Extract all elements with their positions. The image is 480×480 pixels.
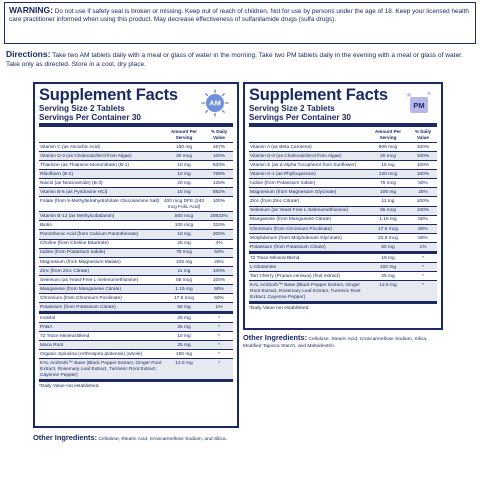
nutrient-name: 72 Trace Mineral Blend	[250, 255, 300, 261]
nutrient-amount: 1.15 mg	[175, 286, 193, 292]
pm-other-label: Other Ingredients:	[243, 333, 308, 342]
table-row	[249, 188, 437, 197]
nutrient-amount: 25 mg	[177, 343, 191, 349]
am-badge-label: AM	[209, 98, 221, 108]
nutrient-name: Vitamin B-12 (as Methylcobalamin)	[40, 214, 115, 220]
nutrient-amount: 17.5 mcg	[174, 295, 194, 301]
nutrient-name: Manganese (from Manganese Citrate)	[250, 217, 332, 223]
nutrient-amount: 100 mg	[380, 264, 396, 270]
nutrient-amount: 10 mg	[177, 333, 191, 339]
nutrient-name: Selenium (as Yeast-Free L-Selenomethionine)	[40, 277, 139, 283]
table-row	[39, 249, 233, 258]
nutrient-dv: 50%	[214, 295, 224, 301]
nutrient-amount: 400 mcg DFE (240 mcg Folic Acid)	[163, 199, 205, 211]
nutrient-name: Vitamin D-3 (as Cholecalciferol from Algae)	[250, 153, 342, 159]
nutrient-amount: 900 mcg	[378, 144, 398, 150]
am-other-ingredients	[33, 433, 473, 443]
nutrient-dv: *	[422, 273, 424, 279]
nutrient-amount: 1.15 mg	[379, 217, 397, 223]
pm-serving-size: Serving Size 2 Tablets	[249, 103, 335, 113]
nutrient-amount: 25 mg	[177, 241, 191, 247]
nutrient-amount: 50 mg	[177, 304, 191, 310]
table-row	[39, 179, 233, 188]
nutrient-name: Tart Cherry (Prunus cerasus) (fruit extract)	[250, 273, 340, 279]
nutrient-dv: 100%	[416, 144, 430, 150]
nutrient-amount: 105 mg	[380, 190, 396, 196]
table-row	[249, 225, 437, 234]
pm-other-ingredients	[243, 333, 443, 350]
table-row	[39, 230, 233, 239]
table-row	[39, 323, 233, 332]
nutrient-dv: 769%	[212, 171, 226, 177]
nutrient-name: Zinc (from Zinc Citrate)	[250, 199, 300, 205]
pm-badge-label: PM	[413, 101, 425, 110]
am-column-header	[39, 127, 233, 143]
am-panel-title: Supplement Facts	[39, 86, 178, 104]
nutrient-name: Organic Spirulina (Arthrospira platensis) (whole)	[40, 352, 143, 358]
nutrient-dv: *	[422, 255, 424, 261]
nutrient-name: Pantothenic Acid (from Calcium Pantothenate)	[40, 232, 139, 238]
nutrient-name: Iodine (from Potassium Iodide)	[40, 250, 106, 256]
nutrient-dv: 1%	[419, 244, 427, 250]
pm-column-header	[249, 127, 437, 143]
directions-label: Directions:	[6, 49, 51, 59]
nutrient-dv: 100%	[212, 268, 226, 274]
am-servings-per-container: Servings Per Container 30	[39, 112, 141, 122]
nutrient-amount: 12.5 mg	[379, 282, 397, 288]
nutrient-amount: 50 mg	[381, 244, 395, 250]
am-dv-note: *Daily Value not established.	[39, 380, 233, 389]
table-row	[249, 143, 437, 152]
nutrient-dv: 100%	[416, 171, 430, 177]
nutrient-amount: 105 mg	[176, 259, 192, 265]
nutrient-amount: 120 mcg	[378, 171, 398, 177]
nutrient-amount: 17.5 mcg	[378, 226, 398, 232]
nutrient-amount: 11 mg	[177, 268, 191, 274]
table-row	[249, 152, 437, 161]
nutrient-name: Selenium (as Yeast-Free L-Selenomethionine)	[250, 208, 349, 214]
nutrient-dv: 20833%	[210, 214, 228, 220]
nutrient-name: Folate (from 5-Methyltetrahydrofolate Glucosamine Salt)	[40, 199, 160, 205]
table-row	[39, 276, 233, 285]
nutrient-dv: 125%	[212, 181, 226, 187]
nutrient-dv: *	[218, 316, 220, 322]
nutrient-dv: 100%	[416, 208, 430, 214]
am-blend-table	[39, 312, 233, 380]
nutrient-amount: 22.5 mcg	[378, 235, 398, 241]
nutrient-name: Inositol	[40, 316, 56, 322]
nutrient-amount: 10 mg	[177, 232, 191, 238]
nutrient-name: Vitamin K-1 (as Phylloquinone)	[250, 171, 316, 177]
nutrient-amount: 55 mcg	[176, 277, 192, 283]
nutrient-dv: *	[218, 333, 220, 339]
nutrient-dv: 100%	[416, 162, 430, 168]
nutrient-dv: 100%	[416, 199, 430, 205]
pm-supplement-facts-panel	[243, 82, 443, 330]
table-row	[39, 350, 233, 359]
nutrient-name: Choline (from Choline Bitartrate)	[40, 241, 109, 247]
nutrient-dv: 25%	[418, 190, 428, 196]
nutrient-dv: 833%	[212, 162, 226, 168]
pm-col-amount: Amount Per Serving	[374, 129, 402, 140]
nutrient-amount: 55 mcg	[380, 208, 396, 214]
table-row	[39, 341, 233, 350]
nutrient-dv: 4%	[215, 241, 223, 247]
table-row	[39, 294, 233, 303]
am-other-label: Other Ingredients:	[33, 433, 98, 442]
nutrient-dv: 100%	[212, 277, 226, 283]
directions-text: Take two AM tablets daily with a meal or glass of water in the morning. Take two PM tablets daily in the evening with a meal or glass of water. Take only as directed. Store in a cool, dry place.	[6, 52, 463, 68]
nutrient-dv: 50%	[418, 217, 428, 223]
nutrient-name: Niacin (as Niacinamide) (B-3)	[40, 181, 103, 187]
table-row	[39, 258, 233, 267]
pm-dv-note: *Daily Value not established.	[249, 302, 437, 311]
nutrient-dv: 50%	[418, 226, 428, 232]
nutrient-dv: 882%	[212, 190, 226, 196]
sun-icon	[201, 89, 229, 117]
table-row	[249, 252, 437, 263]
nutrient-dv: 167%	[212, 144, 226, 150]
nutrient-name: KAL ActiSorb™ Base (Black Pepper Extract, Ginger Root Extract, Rosemary Leaf Extract, Turmeric Root Extract, Cayenne Pepper)	[250, 282, 361, 300]
pm-other-text: Cellulose, Stearic Acid, Croscarmellose Sodium, Silica, Modified Tapioca Starch, and Maltodextrin.	[243, 337, 428, 349]
nutrient-amount: 12.5 mg	[175, 361, 193, 367]
table-row	[39, 221, 233, 230]
am-serving-size: Serving Size 2 Tablets	[39, 103, 125, 113]
pm-servings-per-container: Servings Per Container 30	[249, 112, 351, 122]
nutrient-amount: 75 mcg	[176, 250, 192, 256]
nutrient-name: Magnesium (from Magnesium Malate)	[40, 259, 121, 265]
nutrient-name: Riboflavin (B-2)	[40, 171, 74, 177]
nutrient-name: Thiamine (as Thiamine Mononitrate) (B-1)	[40, 162, 129, 168]
nutrient-name: Potassium (from Potassium Citrate)	[250, 244, 326, 250]
nutrient-dv: 100%	[212, 199, 226, 205]
table-row	[249, 179, 437, 188]
table-row	[249, 281, 437, 302]
nutrient-name: Vitamin C (as Ascorbic Acid)	[40, 144, 101, 150]
nutrient-name: Molybdenum (from Molybdenum Glycinate)	[250, 235, 342, 241]
table-row	[249, 243, 437, 252]
nutrient-name: Maca Root	[40, 343, 64, 349]
table-row	[39, 152, 233, 161]
nutrient-name: Vitamin B-6 (as Pyridoxine HCl)	[40, 190, 108, 196]
nutrient-dv: *	[422, 264, 424, 270]
nutrient-amount: 20 mg	[177, 181, 191, 187]
pm-nutrient-table	[249, 143, 437, 252]
nutrient-amount: 10 mg	[381, 255, 395, 261]
directions	[6, 49, 474, 70]
nutrient-dv: 100%	[416, 153, 430, 159]
table-row	[39, 188, 233, 197]
table-row	[39, 359, 233, 380]
nutrient-amount: 15 mg	[177, 190, 191, 196]
nutrient-dv: 50%	[214, 250, 224, 256]
nutrient-amount: 150 mg	[176, 144, 192, 150]
nutrient-name: L-Glutamine	[250, 264, 277, 270]
nutrient-amount: 25 mg	[381, 273, 395, 279]
am-col-amount: Amount Per Serving	[170, 129, 198, 140]
am-nutrient-table	[39, 143, 233, 312]
nutrient-dv: 333%	[212, 223, 226, 229]
pm-blend-table	[249, 252, 437, 302]
table-row	[39, 212, 233, 221]
nutrient-dv: *	[218, 361, 220, 367]
nutrient-name: Potassium (from Potassium Citrate)	[40, 304, 116, 310]
nutrient-name: 72 Trace Mineral Blend	[40, 333, 90, 339]
nutrient-amount: 15 mg	[381, 162, 395, 168]
am-other-text: Cellulose, Stearic Acid, Croscarmellose Sodium, and Silica.	[98, 437, 227, 442]
nutrient-dv: 100%	[212, 153, 226, 159]
nutrient-name: Chromium (from Chromium Picolinate)	[40, 295, 122, 301]
nutrient-name: Iodine (from Potassium Iodide)	[250, 181, 316, 187]
nutrient-amount: 25 mg	[177, 316, 191, 322]
table-row	[249, 170, 437, 179]
nutrient-dv: 50%	[418, 235, 428, 241]
table-row	[39, 143, 233, 152]
table-row	[39, 267, 233, 276]
table-row	[249, 207, 437, 216]
nutrient-amount: 150 mg	[176, 352, 192, 358]
pm-col-dv: % Daily Value	[414, 129, 432, 140]
nutrient-dv: 50%	[418, 181, 428, 187]
table-row	[249, 272, 437, 281]
nutrient-amount: 10 mg	[177, 171, 191, 177]
nutrient-amount: 20 mcg	[176, 153, 192, 159]
nutrient-name: Vitamin E (as d-Alpha Tocopherol from Sunflower)	[250, 162, 357, 168]
table-row	[39, 197, 233, 212]
nutrient-amount: 25 mg	[177, 324, 191, 330]
nutrient-dv: *	[218, 343, 220, 349]
nutrient-name: Vitamin A (as Beta Carotene)	[250, 144, 312, 150]
nutrient-name: Manganese (from Manganese Citrate)	[40, 286, 122, 292]
table-row	[249, 216, 437, 225]
nutrient-dv: *	[422, 282, 424, 288]
table-row	[249, 234, 437, 243]
table-row	[39, 170, 233, 179]
nutrient-name: Zinc (from Zinc Citrate)	[40, 268, 90, 274]
nutrient-dv: *	[218, 324, 220, 330]
nutrient-amount: 75 mcg	[380, 181, 396, 187]
am-col-dv: % Daily Value	[210, 129, 228, 140]
warning-box	[4, 2, 476, 44]
table-row	[39, 312, 233, 323]
nutrient-dv: 50%	[214, 286, 224, 292]
table-row	[249, 263, 437, 272]
nutrient-dv: 1%	[215, 304, 223, 310]
nutrient-amount: 10 mg	[177, 162, 191, 168]
nutrient-name: KAL ActiSorb™ Base (Black Pepper Extract, Ginger Root Extract, Rosemary Leaf Extract, Turmeric Root Extract, Cayenne Pepper)	[40, 361, 162, 379]
table-row	[39, 332, 233, 341]
nutrient-dv: *	[218, 352, 220, 358]
pm-panel-title: Supplement Facts	[249, 86, 388, 104]
nutrient-dv: 200%	[212, 232, 226, 238]
nutrient-dv: 25%	[214, 259, 224, 265]
nutrient-amount: 20 mcg	[380, 153, 396, 159]
nutrient-amount: 11 mg	[381, 199, 395, 205]
warning-text: Do not use if safety seal is broken or missing. Keep out of reach of children. Not for use by persons under the age of 18. Keep your licensed health care practitioner informed when using this product. May decrease effectiveness of sulfanilamide drugs (sulfa drugs).	[9, 8, 469, 24]
nutrient-name: Biotin	[40, 223, 52, 229]
warning-label: WARNING:	[9, 5, 53, 15]
moon-icon	[405, 89, 433, 117]
nutrient-name: Vitamin D-3 (as Cholecalciferol from Algae)	[40, 153, 132, 159]
table-row	[39, 240, 233, 249]
table-row	[39, 161, 233, 170]
table-row	[39, 285, 233, 294]
nutrient-name: PABA	[40, 324, 53, 330]
table-row	[249, 197, 437, 206]
am-supplement-facts-panel	[33, 82, 239, 428]
nutrient-amount: 500 mcg	[174, 214, 194, 220]
nutrient-name: Chromium (from Chromium Picolinate)	[250, 226, 332, 232]
table-row	[39, 303, 233, 312]
table-row	[249, 161, 437, 170]
nutrient-amount: 100 mcg	[174, 223, 194, 229]
nutrient-name: Magnesium (from Magnesium Glycinate)	[250, 190, 337, 196]
